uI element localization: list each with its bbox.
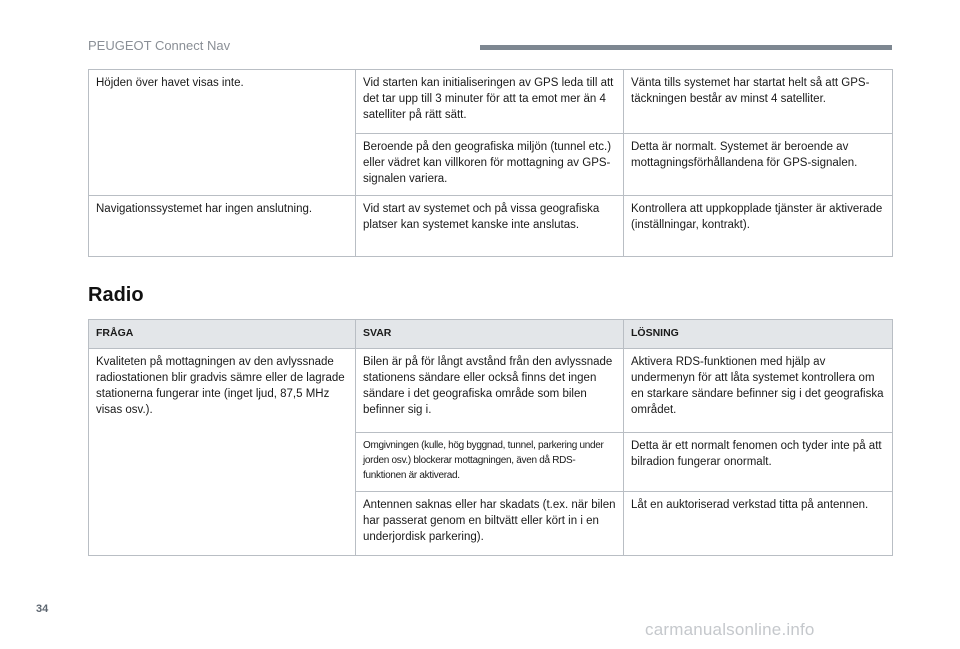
solution-cell: Låt en auktoriserad verkstad titta på antennen. [624,492,893,556]
answer-cell: Antennen saknas eller har skadats (t.ex. när bilen har passerat genom en biltvätt eller kört in i en underjordisk parkering). [356,492,624,556]
solution-cell: Detta är ett normalt fenomen och tyder inte på att bilradion fungerar onormalt. [624,433,893,492]
watermark: carmanualsonline.info [645,620,815,639]
solution-cell: Detta är normalt. Systemet är beroende av mottagningsförhållandena för GPS-signalen. [624,134,893,196]
solution-cell: Vänta tills systemet har startat helt så att GPS-täckningen består av minst 4 satelliter. [624,70,893,134]
table-row [89,196,893,257]
table-row [89,70,893,134]
section-title: Radio [88,284,144,306]
table-header-row [89,320,893,349]
header-bar [480,45,892,50]
question-cell: Navigationssystemet har ingen anslutning. [89,196,356,257]
column-header-solution: LÖSNING [624,320,893,349]
question-cell: Höjden över havet visas inte. [89,70,356,196]
question-cell: Kvaliteten på mottagningen av den avlyssnade radiostationen blir gradvis sämre eller de lagrade stationerna fungerar inte (inget ljud, 87,5 MHz visas osv.). [89,349,356,556]
column-header-answer: SVAR [356,320,624,349]
radio-troubleshooting-table [88,319,893,556]
answer-cell: Omgivningen (kulle, hög byggnad, tunnel, parkering under jorden osv.) blockerar mottagningen, även då RDS-funktionen är aktiverad. [356,433,624,492]
column-header-question: FRÅGA [89,320,356,349]
gps-troubleshooting-table [88,69,893,257]
answer-cell: Bilen är på för långt avstånd från den avlyssnade stationens sändare eller också finns det ingen sändare i det geografiska område som bilen befinner sig i. [356,349,624,433]
answer-cell: Vid starten kan initialiseringen av GPS leda till att det tar upp till 3 minuter för att ta emot mer än 4 satelliter på rätt sätt. [356,70,624,134]
answer-cell: Beroende på den geografiska miljön (tunnel etc.) eller vädret kan villkoren för mottagning av GPS-signalen variera. [356,134,624,196]
solution-cell: Aktivera RDS-funktionen med hjälp av undermenyn för att låta systemet kontrollera om en starkare sändare befinner sig i det geografiska området. [624,349,893,433]
solution-cell: Kontrollera att uppkopplade tjänster är aktiverade (inställningar, kontrakt). [624,196,893,257]
table-row [89,349,893,433]
manual-title: PEUGEOT Connect Nav [88,38,231,53]
page-number: 34 [36,603,49,615]
answer-cell: Vid start av systemet och på vissa geografiska platser kan systemet kanske inte anslutas. [356,196,624,257]
